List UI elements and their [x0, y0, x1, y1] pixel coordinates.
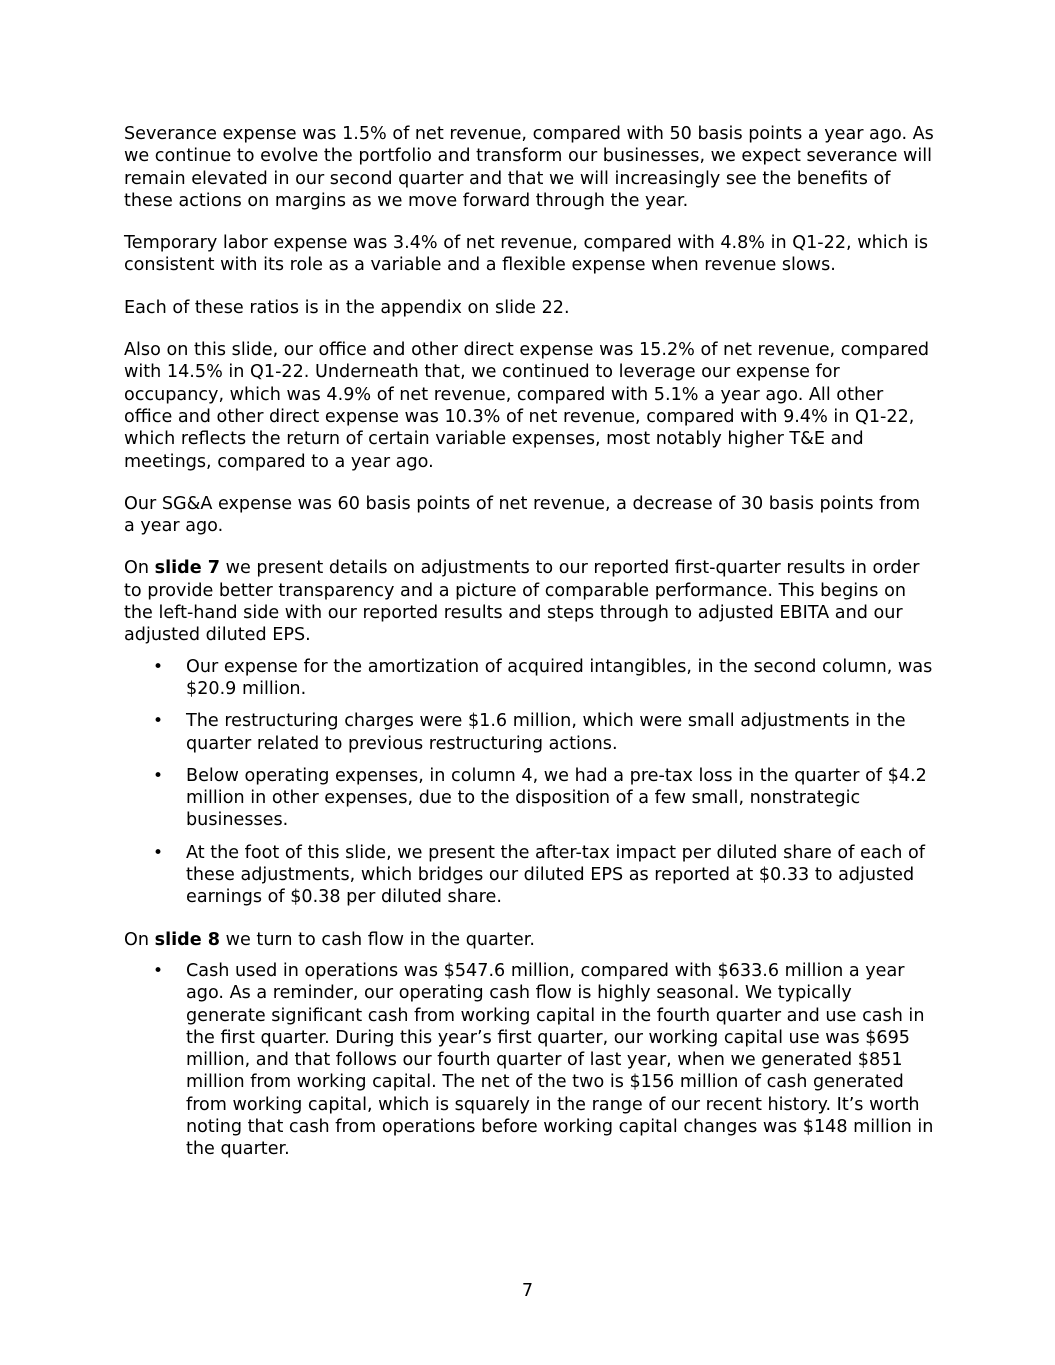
page-number: 7 — [521, 1281, 534, 1301]
paragraph-office-expense: Also on this slide, our office and other direct expense was 15.2% of net revenue, compared with 14.5% in Q1-22. Underneath that, we continued to leverage our expense for occupancy, which was 4.9% of net revenue, compared with 5.1% a year ago. All other office and other direct expense was 10.3% of net revenue, compared with 9.4% in Q1-22, which reflects the return of certain variable expenses, most notably higher T&E and meetings, compared to a year ago. — [124, 340, 930, 472]
slide-7-text: we present details on adjustments to our reported first-quarter results in order to provide better transparency and a picture of comparable performance. This begins on the left-hand side with our reported results and steps through to adjusted EBITA and our adjusted diluted EPS. — [124, 558, 920, 646]
list-item — [124, 960, 936, 1161]
document-page — [124, 123, 936, 1161]
slide-8-label: slide 8 — [154, 929, 221, 950]
slide-7-bullet-list — [124, 656, 936, 909]
bullet-text: The restructuring charges were $1.6 million, which were small adjustments in the quarter related to previous restructuring actions. — [186, 711, 906, 754]
bullet-icon: • — [153, 656, 164, 677]
paragraph-slide-7-intro — [124, 557, 936, 646]
bullet-text: Cash used in operations was $547.6 million, compared with $633.6 million a year ago. As a reminder, our operating cash flow is highly seasonal. We typically generate significant cash from working capital in the fourth quarter and use cash in the first quarter. During this year’s first quarter, our working capital use was $695 million, and that follows our fourth quarter of last year, when we generated $851 million from working capital. The net of the two is $156 million of cash generated from working capital, which is squarely in the range of our recent history. It’s worth noting that cash from operations before working capital changes was $148 million in the quarter. — [186, 960, 934, 1160]
bullet-icon: • — [153, 765, 164, 786]
bullet-icon: • — [153, 842, 164, 863]
bullet-text: Our expense for the amortization of acquired intangibles, in the second column, was $20.9 million. — [186, 656, 933, 699]
slide-7-prefix: On — [124, 558, 155, 579]
list-item — [124, 656, 936, 701]
slide-8-text: we turn to cash flow in the quarter. — [220, 929, 535, 950]
bullet-icon: • — [153, 711, 164, 732]
list-item — [124, 710, 936, 755]
slide-8-bullet-list — [124, 960, 936, 1161]
paragraph-appendix-ratios: Each of these ratios is in the appendix on slide 22. — [124, 297, 570, 318]
slide-7-label: slide 7 — [154, 558, 221, 579]
paragraph-severance: Severance expense was 1.5% of net revenue, compared with 50 basis points a year ago. As we continue to evolve the portfolio and transform our businesses, we expect severance will remain elevated in our second quarter and that we will increasingly see the benefits of these actions on margins as we move forward through the year. — [124, 124, 934, 211]
bullet-icon: • — [153, 960, 164, 981]
bullet-text: At the foot of this slide, we present the after-tax impact per diluted share of each of these adjustments, which bridges our diluted EPS as reported at $0.33 to adjusted earnings of $0.38 per diluted share. — [186, 842, 925, 908]
paragraph-slide-8-intro — [124, 929, 936, 951]
paragraph-temporary-labor: Temporary labor expense was 3.4% of net revenue, compared with 4.8% in Q1-22, which is consistent with its role as a variable and a flexible expense when revenue slows. — [124, 233, 929, 276]
slide-8-prefix: On — [124, 929, 155, 950]
list-item — [124, 765, 936, 832]
paragraph-sga-expense: Our SG&A expense was 60 basis points of net revenue, a decrease of 30 basis points from a year ago. — [124, 493, 921, 537]
bullet-text: Below operating expenses, in column 4, we had a pre-tax loss in the quarter of $4.2 million in other expenses, due to the disposition of a few small, nonstrategic businesses. — [186, 765, 927, 831]
list-item — [124, 842, 936, 909]
